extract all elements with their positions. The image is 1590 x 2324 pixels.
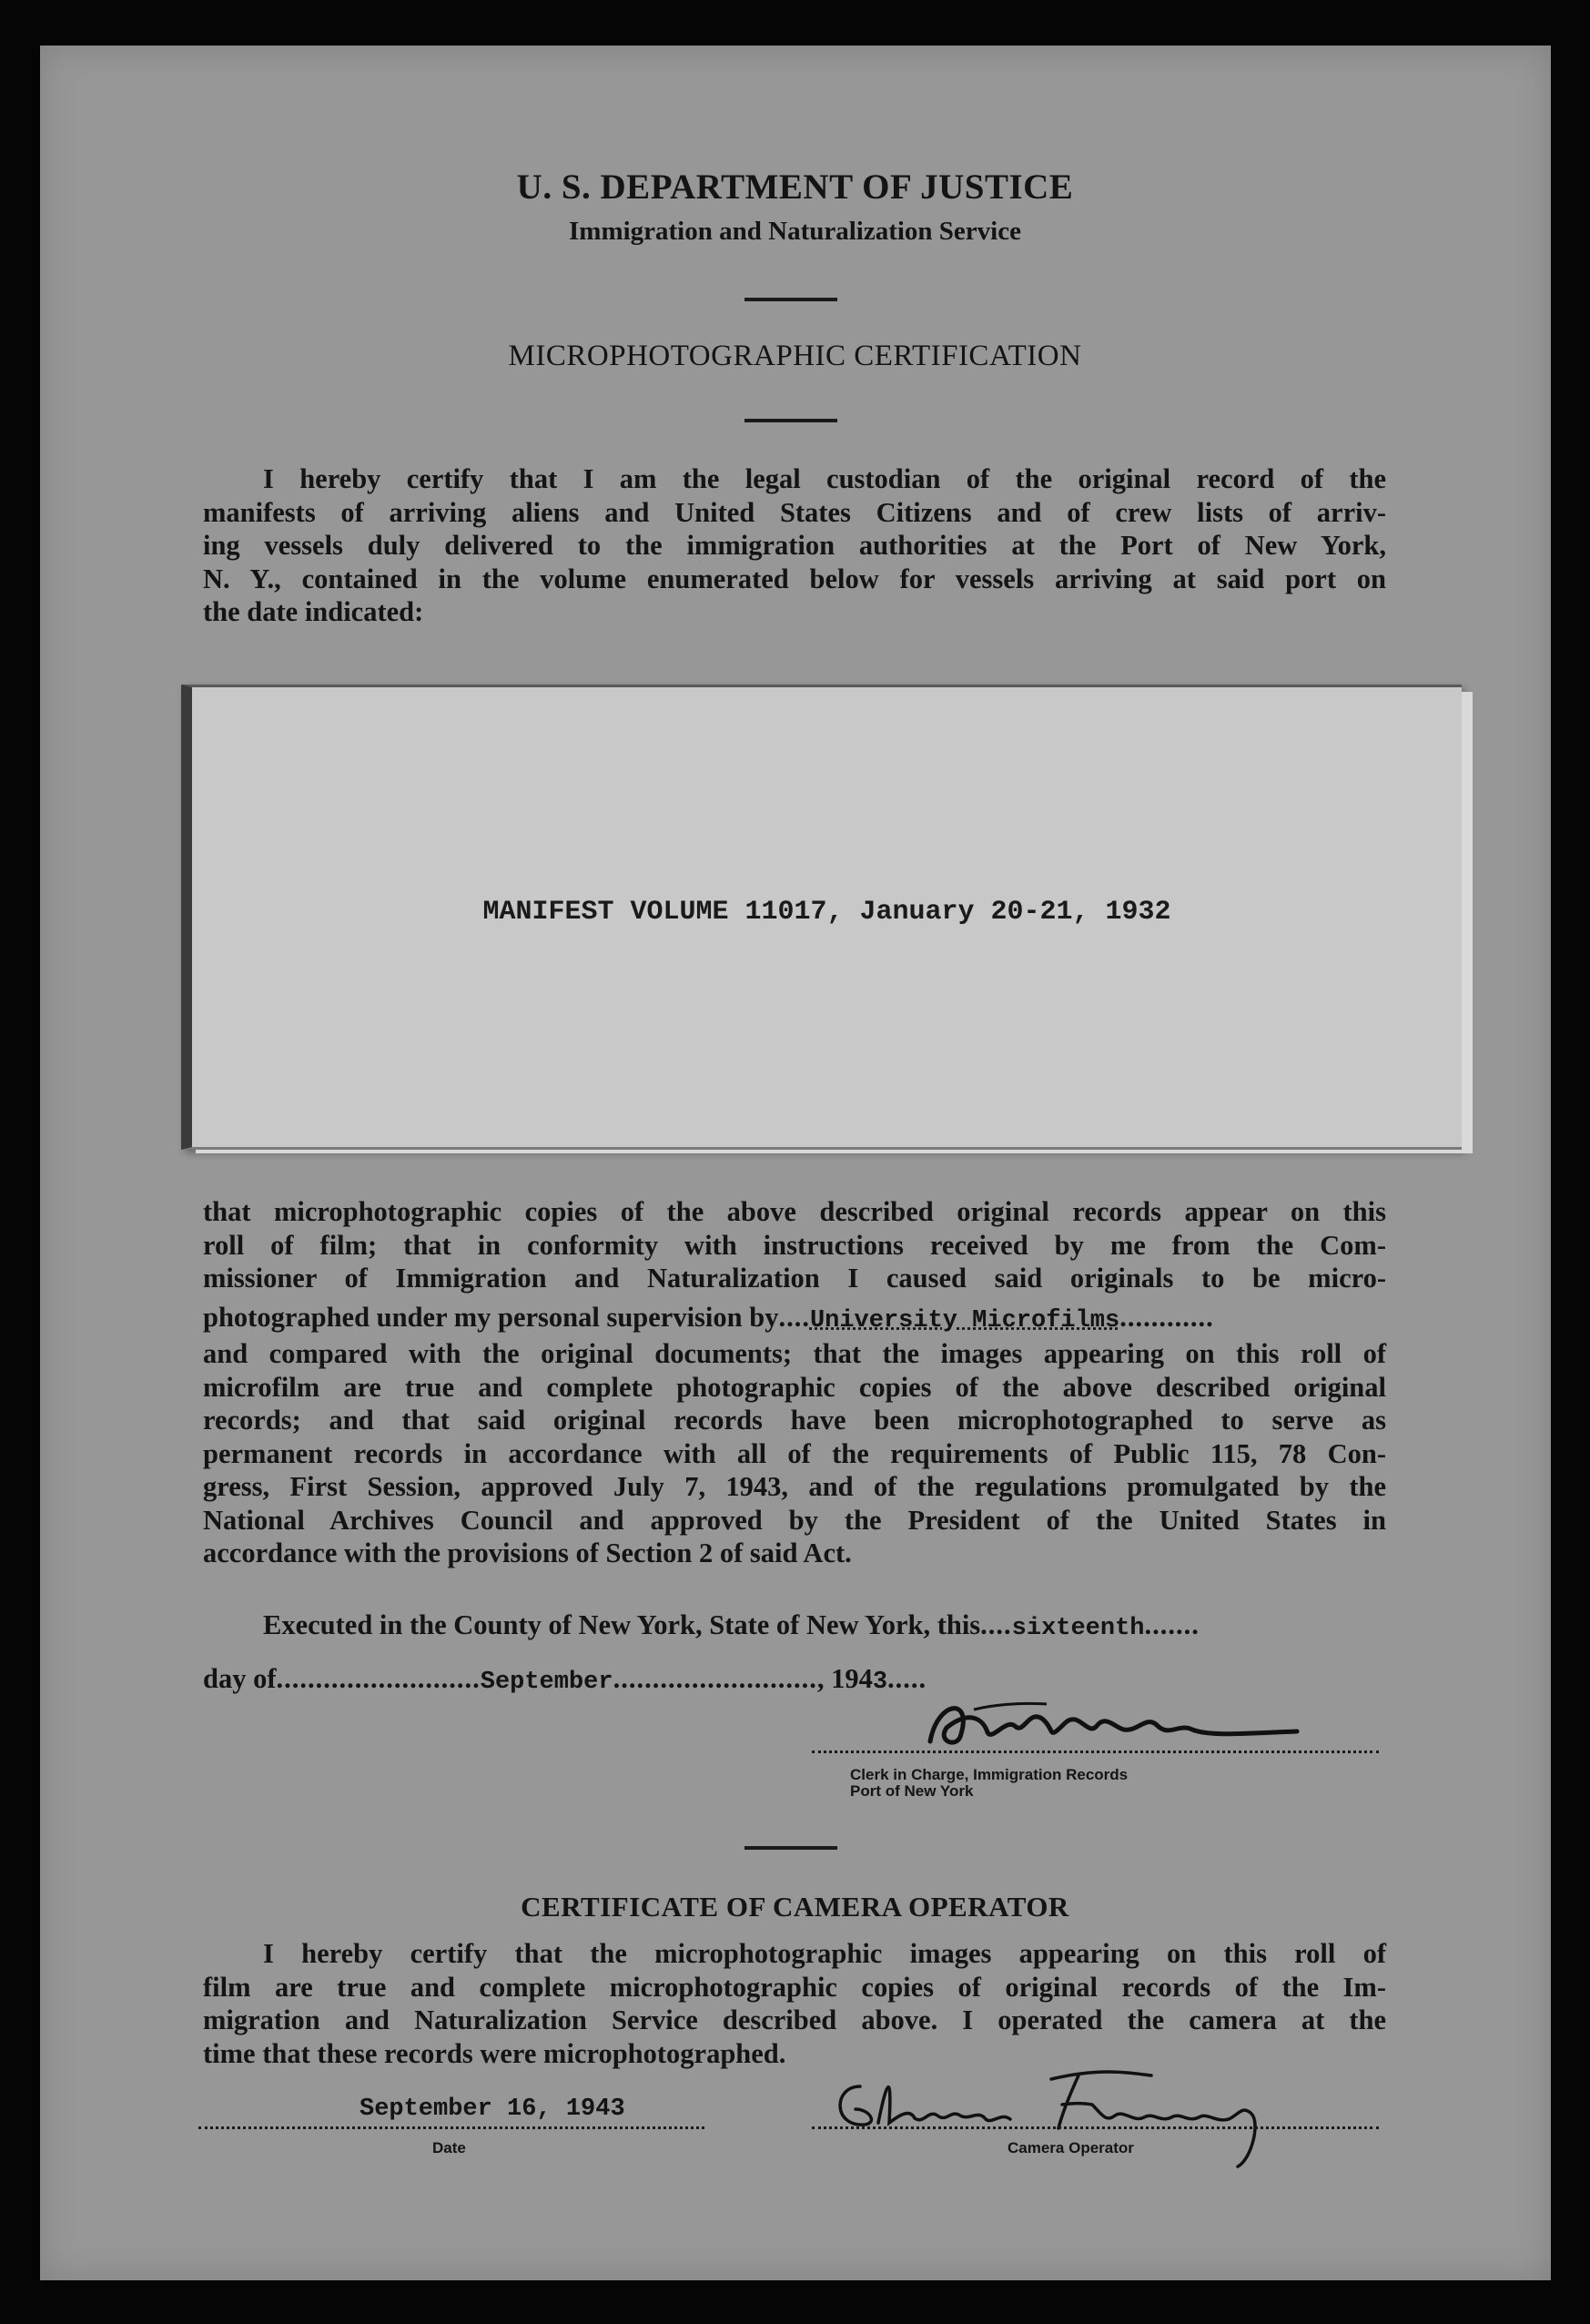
camera-paragraph [203,1937,1386,2070]
certification-title: MICROPHOTOGRAPHIC CERTIFICATION [508,340,1082,372]
intro-line: manifests of arriving aliens and United States Citizens and of crew lists of arriv- [203,496,1386,528]
body-line: that microphotographic copies of the above described original records appear on this [203,1196,1386,1227]
intro-line: I hereby certify that I am the legal custodian of the original record of the [263,463,1386,494]
camera-line: I hereby certify that the microphotographic images appearing on this roll of [263,1938,1386,1969]
body-line: missioner of Immigration and Naturalization I caused said originals to be micro- [203,1263,1386,1294]
executed-month: September [480,1668,613,1696]
executed-line: Executed in the County of New York, State of New York, this....sixteenth....... [263,1609,1200,1642]
operator-signature-line [812,2126,1379,2129]
page-title: U. S. DEPARTMENT OF JUSTICE [516,167,1074,207]
divider-rule [744,298,837,301]
operator-label: Camera Operator [1008,2139,1134,2157]
body-line: gress, First Session, approved July 7, 1943, and of the regulations promulgated by the [203,1471,1386,1502]
divider-rule [744,1846,837,1850]
body-line: permanent records in accordance with all of the requirements of Public 115, 78 Con- [203,1437,1386,1469]
body-line: roll of film; that in conformity with instructions received by me from the Com- [203,1229,1386,1261]
date-line [198,2126,704,2129]
photographed-line: photographed under my personal supervision by....University Microfilms............ [203,1301,1214,1335]
body-line: National Archives Council and approved by the President of the United States in [203,1504,1386,1536]
manifest-insert-card [181,685,1462,1150]
year-prefix: 194 [831,1662,873,1694]
clerk-place: Port of New York [850,1782,974,1800]
photographer-name: University Microfilms [809,1306,1120,1335]
intro-line: ing vessels duly delivered to the immigration authorities at the Port of New York, [203,530,1386,561]
clerk-signature [919,1691,1301,1755]
manifest-label: MANIFEST VOLUME 11017, January 20-21, 1932 [482,897,1171,928]
page-subtitle: Immigration and Naturalization Service [569,217,1021,246]
year-digit: 3 [872,1668,888,1696]
divider-rule [744,419,837,422]
body-line: accordance with the provisions of Section 2 of said Act. [203,1537,852,1568]
executed-day: sixteenth [1011,1615,1145,1642]
intro-line: the date indicated: [203,596,424,627]
camera-date: September 16, 1943 [360,2096,625,2123]
camera-line: time that these records were microphotographed. [203,2037,786,2069]
day-of-label: day of [203,1662,277,1694]
executed-prefix: Executed in the County of New York, State of New York, this [263,1609,981,1640]
clerk-signature-line [812,1751,1379,1753]
intro-line: N. Y., contained in the volume enumerated below for vessels arriving at said port on [203,563,1386,594]
camera-line: film are true and complete microphotographic copies of original records of the Im- [203,1971,1386,2003]
clerk-title: Clerk in Charge, Immigration Records [850,1766,1129,1783]
body-paragraph [203,1195,1386,1570]
photographed-prefix: photographed under my personal supervision by [203,1301,779,1333]
date-label: Date [432,2139,466,2157]
camera-certificate-title: CERTIFICATE OF CAMERA OPERATOR [521,1891,1069,1923]
body-line: records; and that said original records have been microphotographed to serve as [203,1405,1386,1436]
day-of-line: day of..........................September.........................., 1943..... [203,1662,927,1696]
body-line: microfilm are true and complete photographic copies of the above described original [203,1371,1386,1403]
camera-line: migration and Naturalization Service described above. I operated the camera at the [203,2004,1386,2035]
body-line: and compared with the original documents; that the images appearing on this roll of [203,1338,1386,1369]
executed-block [203,1609,1386,1699]
intro-paragraph [203,462,1386,629]
